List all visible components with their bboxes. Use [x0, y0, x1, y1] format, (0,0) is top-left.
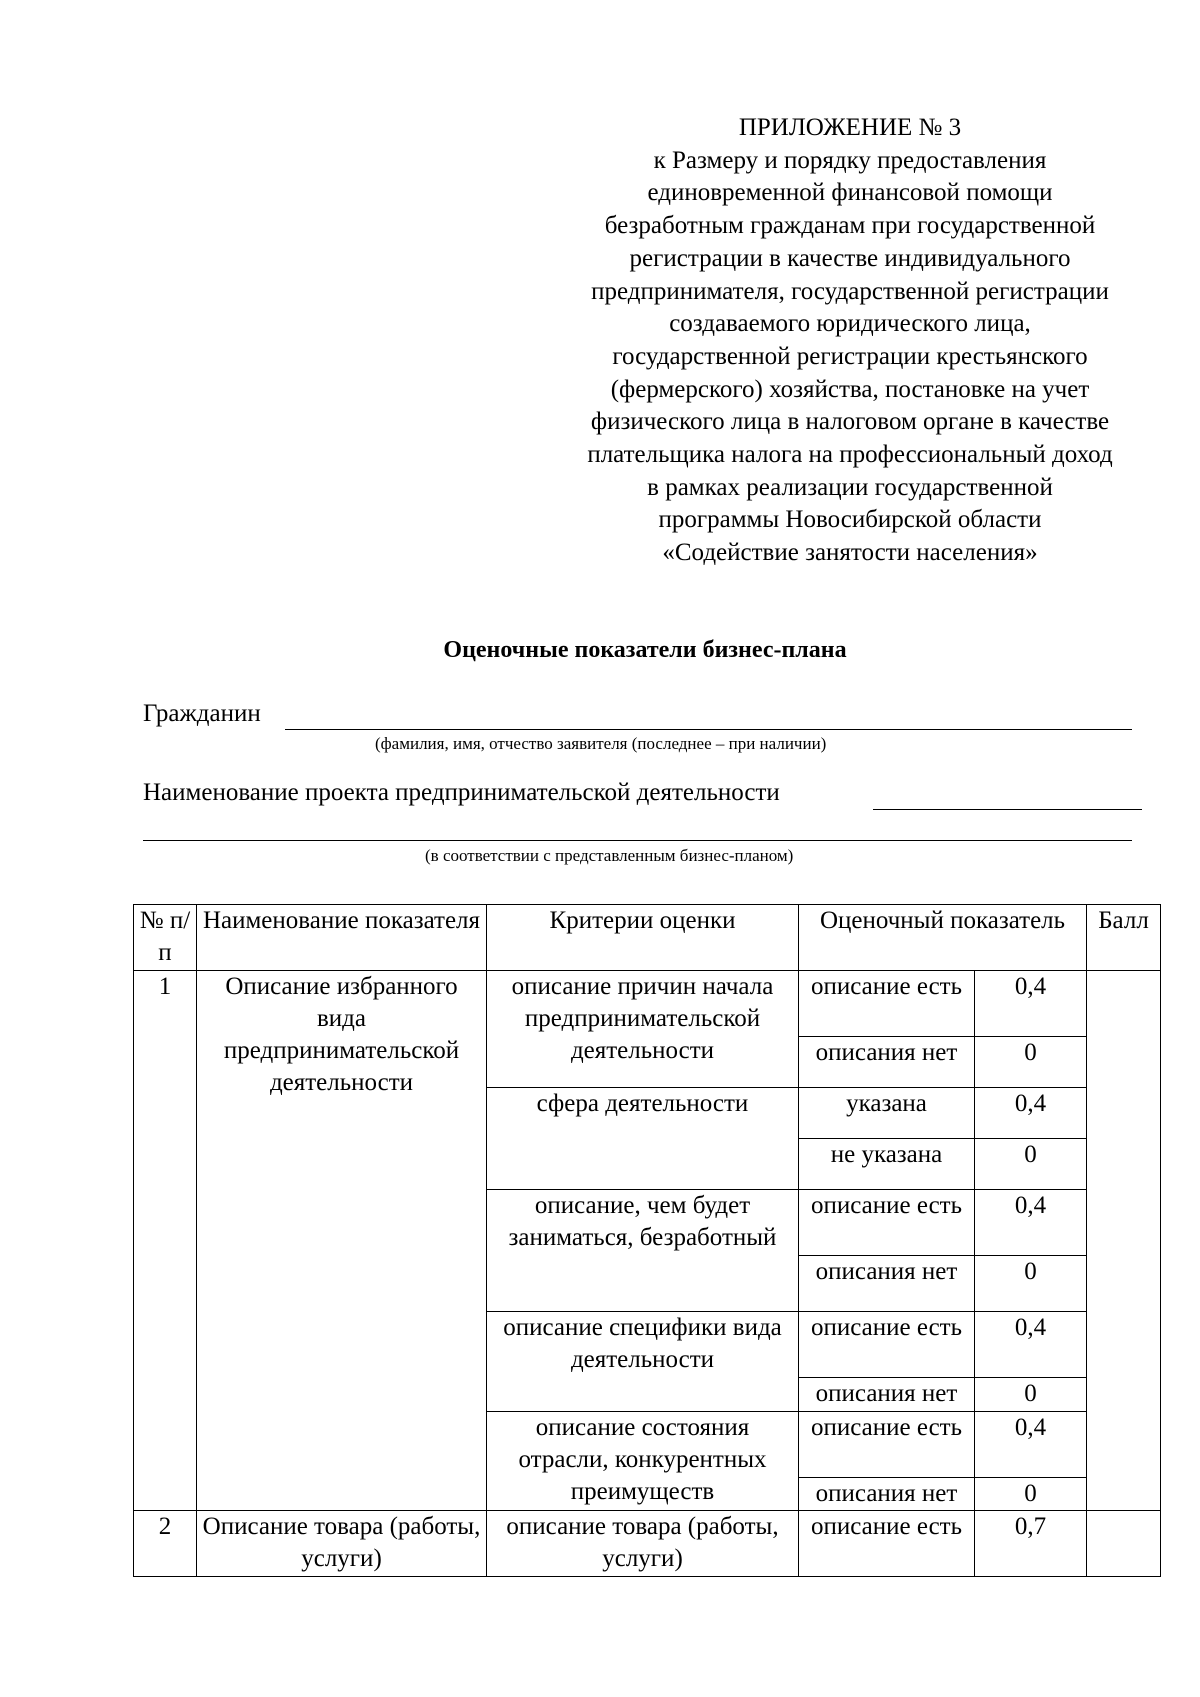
header-num: № п/п: [134, 905, 197, 971]
option-label: описание есть: [799, 1511, 975, 1577]
appendix-header: [540, 112, 1160, 570]
option-value: 0,4: [975, 1088, 1087, 1139]
appendix-line: плательщика налога на профессиональный доход: [587, 441, 1113, 469]
appendix-line: единовременной финансовой помощи: [647, 179, 1053, 207]
option-value: 0,4: [975, 971, 1087, 1037]
option-value: 0: [975, 1256, 1087, 1312]
appendix-line: государственной регистрации крестьянского: [612, 342, 1088, 370]
table-header-row: [134, 905, 1161, 971]
appendix-line: «Содействие занятости населения»: [662, 539, 1038, 567]
table-row: [134, 971, 1161, 1037]
score-cell[interactable]: [1087, 1511, 1161, 1577]
section-indicator: Описание товара (работы, услуги): [197, 1511, 487, 1577]
criterion-text: описание состояния отрасли, конкурентных преимуществ: [487, 1412, 799, 1511]
table-row: [134, 1511, 1161, 1577]
project-hint: (в соответствии с представленным бизнес-планом): [425, 846, 794, 865]
option-label: описания нет: [799, 1256, 975, 1312]
option-label: описание есть: [799, 1312, 975, 1378]
header-criteria: Критерии оценки: [487, 905, 799, 971]
criterion-text: описание причин начала предпринимательской деятельности: [487, 971, 799, 1088]
criterion-text: сфера деятельности: [487, 1088, 799, 1190]
option-value: 0: [975, 1478, 1087, 1511]
criterion-text: описание товара (работы, услуги): [487, 1511, 799, 1577]
option-label: описания нет: [799, 1478, 975, 1511]
header-assessment: Оценочный показатель: [799, 905, 1087, 971]
document-title: Оценочные показатели бизнес-плана: [443, 637, 847, 663]
project-input-line-2[interactable]: [143, 840, 1132, 841]
option-value: 0,7: [975, 1511, 1087, 1577]
appendix-line: предпринимателя, государственной регистрации: [591, 277, 1109, 305]
option-label: описание есть: [799, 1190, 975, 1256]
criterion-text: описание специфики вида деятельности: [487, 1312, 799, 1412]
option-value: 0,4: [975, 1312, 1087, 1378]
section-indicator: Описание избранного вида предпринимательской деятельности: [197, 971, 487, 1511]
appendix-line: ПРИЛОЖЕНИЕ № 3: [738, 114, 962, 141]
appendix-line: (фермерского) хозяйства, постановке на учет: [610, 375, 1090, 403]
option-label: не указана: [799, 1139, 975, 1190]
header-score: Балл: [1087, 905, 1161, 971]
project-label: Наименование проекта предпринимательской деятельности: [143, 779, 780, 806]
appendix-line: к Размеру и порядку предоставления: [653, 146, 1047, 174]
appendix-line: создаваемого юридического лица,: [669, 310, 1031, 338]
option-label: описания нет: [799, 1378, 975, 1412]
option-label: описание есть: [799, 971, 975, 1037]
appendix-line: в рамках реализации государственной: [647, 473, 1053, 501]
option-value: 0,4: [975, 1190, 1087, 1256]
section-number: 1: [134, 971, 197, 1511]
appendix-line: физического лица в налоговом органе в качестве: [590, 408, 1110, 436]
project-input-line[interactable]: [873, 809, 1142, 810]
option-label: описание есть: [799, 1412, 975, 1478]
option-label: указана: [799, 1088, 975, 1139]
scores-table: [133, 904, 1161, 1577]
appendix-line: программы Новосибирской области: [658, 506, 1042, 534]
option-value: 0: [975, 1139, 1087, 1190]
section-number: 2: [134, 1511, 197, 1577]
criterion-text: описание, чем будет заниматься, безработный: [487, 1190, 799, 1312]
header-indicator: Наименование показателя: [197, 905, 487, 971]
option-value: 0: [975, 1378, 1087, 1412]
appendix-line: безработным гражданам при государственной: [604, 212, 1096, 240]
citizen-input-line[interactable]: [285, 729, 1132, 730]
option-label: описания нет: [799, 1037, 975, 1088]
score-cell[interactable]: [1087, 971, 1161, 1511]
option-value: 0: [975, 1037, 1087, 1088]
citizen-label: Гражданин: [143, 700, 261, 727]
citizen-hint: (фамилия, имя, отчество заявителя (последнее – при наличии): [375, 734, 827, 753]
option-value: 0,4: [975, 1412, 1087, 1478]
appendix-line: регистрации в качестве индивидуального: [629, 244, 1071, 272]
